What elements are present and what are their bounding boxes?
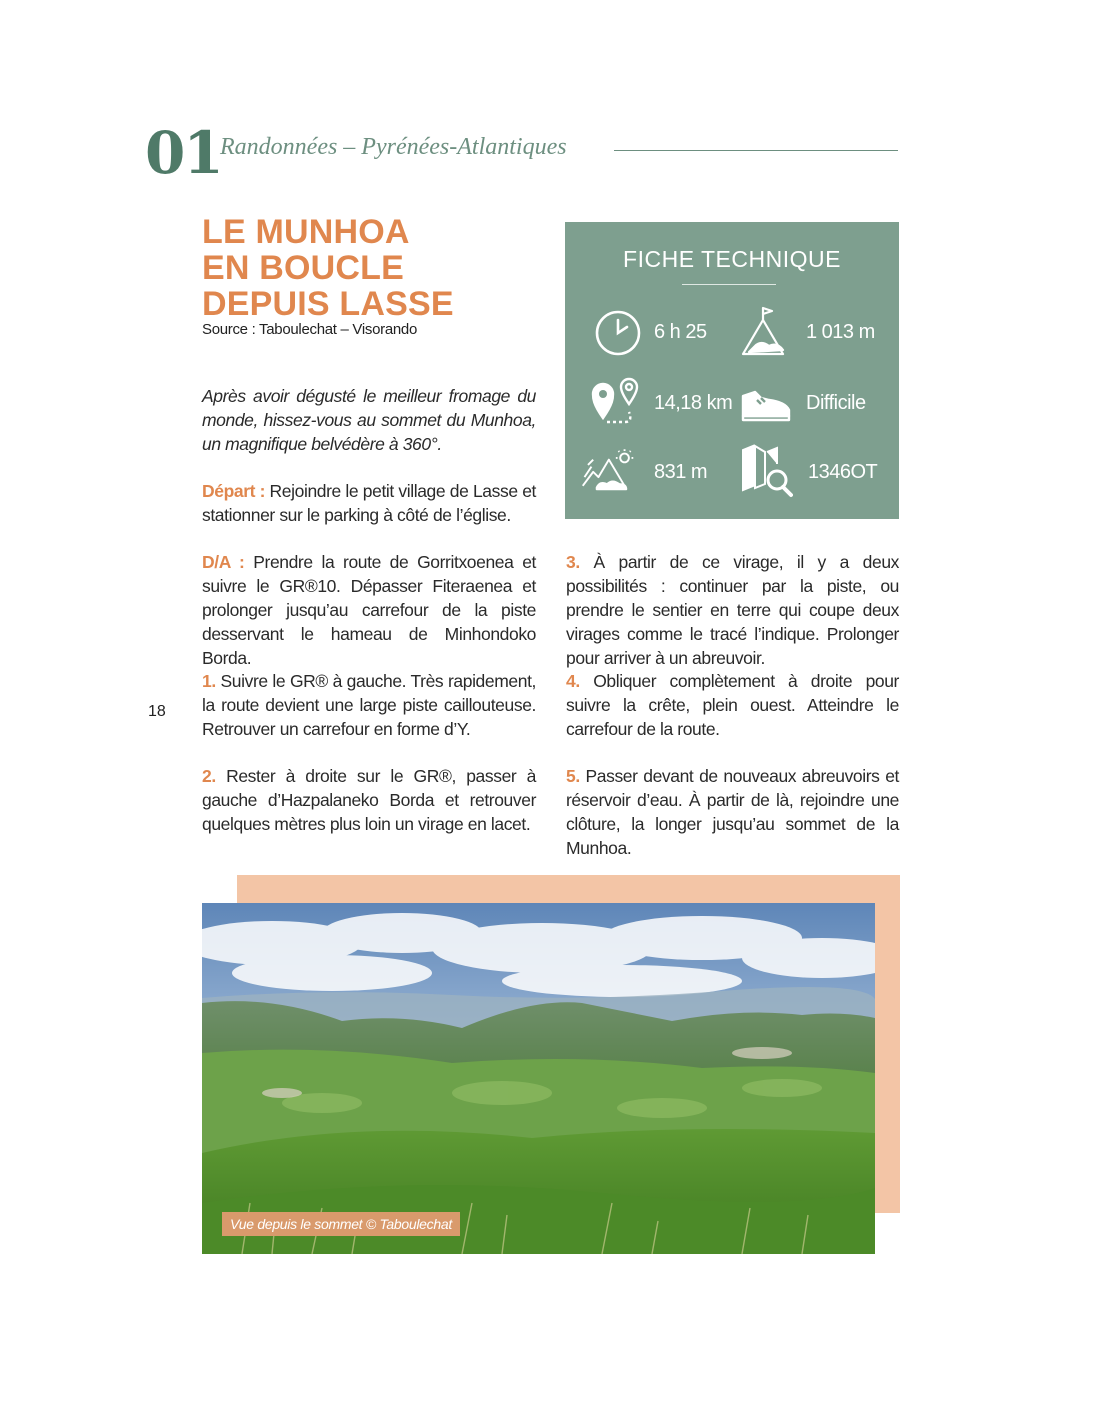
hike-title-line-1: LE MUNHOA <box>202 213 410 251</box>
hike-title-line-2: EN BOUCLE <box>202 249 405 287</box>
hike-title-line-3: DEPUIS LASSE <box>202 285 454 323</box>
clock-icon <box>591 306 645 360</box>
step-depart-text: Rejoindre le petit village de Lasse et stationner sur le parking à côté de l’église. <box>202 481 536 525</box>
chapter-number: 01 <box>145 119 222 187</box>
intro-paragraph: Après avoir dégusté le meilleur fromage du monde, hissez-vous au sommet du Munhoa, un magnifique belvédère à 360°. <box>202 386 536 454</box>
header-divider <box>614 150 898 151</box>
step-3-text: À partir de ce virage, il y a deux possibilités : continuer par la piste, ou prendre le sentier en terre qui coupe deux virages comme le tracé l’indique. Prolonger pour arriver à un abreuvoir. <box>566 552 899 668</box>
hike-title <box>202 214 454 322</box>
fiche-technique-panel <box>565 222 899 519</box>
step-5-label: 5. <box>566 766 580 786</box>
step-4 <box>566 669 899 741</box>
step-depart-label: Départ : <box>202 481 266 501</box>
step-depart <box>202 479 536 527</box>
landscape-photo <box>202 903 875 1254</box>
fiche-title: FICHE TECHNIQUE <box>623 246 841 272</box>
route-pins-icon <box>589 374 643 428</box>
step-4-label: 4. <box>566 671 580 691</box>
map-reference-value: 1346OT <box>808 461 878 483</box>
step-da-text: Prendre la route de Gorritxoenea et suivre le GR®10. Dépasser Fiteraenea et prolonger jusqu’au carrefour de la piste desservant le hameau de Minhondoko Borda. <box>202 552 537 668</box>
distance-value: 14,18 km <box>654 392 733 414</box>
step-1-text: Suivre le GR® à gauche. Très rapidement, la route devient une large piste caillouteuse. Retrouver un carrefour en forme d’Y. <box>202 671 536 739</box>
page-number: 18 <box>148 703 166 720</box>
step-5-text: Passer devant de nouveaux abreuvoirs et réservoir d’eau. À partir de là, rejoindre une clôture, la longer jusqu’au sommet de la Munhoa. <box>566 766 899 858</box>
step-2-label: 2. <box>202 766 216 786</box>
map-search-icon <box>739 444 793 498</box>
step-2-text: Rester à droite sur le GR®, passer à gauche d’Hazpalaneko Borda et retrouver quelques mètres plus loin un virage en lacet. <box>202 766 536 834</box>
step-1-label: 1. <box>202 671 216 691</box>
source-credit: Source : Taboulechat – Visorando <box>202 321 418 338</box>
fiche-title-underline <box>682 284 776 285</box>
step-da-label: D/A : <box>202 552 245 572</box>
step-3-label: 3. <box>566 552 580 572</box>
mountain-flag-icon <box>739 306 793 360</box>
step-2 <box>202 764 536 836</box>
altitude-mountains-icon <box>581 444 635 498</box>
step-3 <box>566 550 899 670</box>
elevation-gain-value: 1 013 m <box>806 321 875 343</box>
step-1 <box>202 669 536 741</box>
step-4-text: Obliquer complètement à droite pour suivre la crête, plein ouest. Atteindre le carrefour de la route. <box>566 671 899 739</box>
step-5 <box>566 764 899 860</box>
max-altitude-value: 831 m <box>654 461 708 483</box>
difficulty-value: Difficile <box>806 392 866 414</box>
duration-value: 6 h 25 <box>654 321 707 343</box>
photo-caption: Vue depuis le sommet © Taboulechat <box>222 1212 460 1236</box>
step-da <box>202 550 536 670</box>
chapter-title: Randonnées – Pyrénées-Atlantiques <box>220 134 567 160</box>
hiking-shoe-icon <box>739 376 793 430</box>
